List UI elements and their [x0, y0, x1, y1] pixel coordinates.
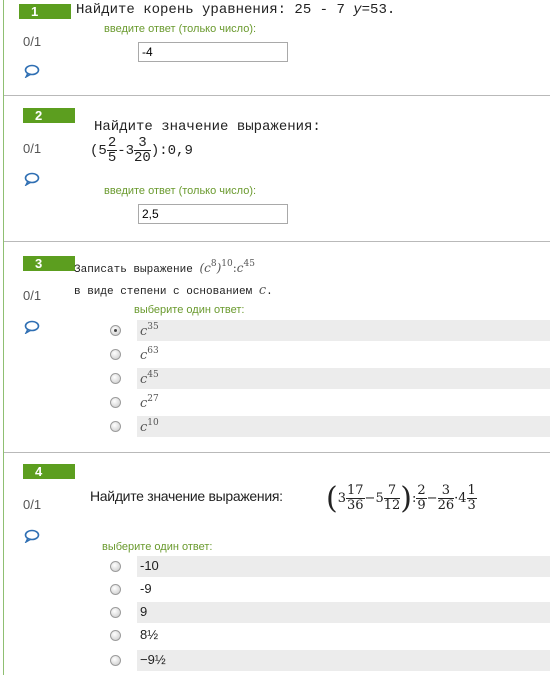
- speech-bubble-flag-icon[interactable]: [24, 64, 40, 78]
- question-2: [4, 96, 550, 242]
- answer-option[interactable]: -10: [107, 556, 550, 577]
- radio-button-icon[interactable]: [110, 584, 121, 595]
- expression: (5 $\frac{2}{5}$ -3 $\frac{3}{20}$ ):0,9: [90, 135, 193, 166]
- radio-button-icon[interactable]: [110, 561, 121, 572]
- score: 0/1: [23, 34, 42, 49]
- answer-option[interactable]: 9: [107, 602, 550, 623]
- radio-button-icon[interactable]: [110, 373, 121, 384]
- question-text: Найдите значение выражения:: [94, 119, 321, 135]
- answer-option[interactable]: $c^{45}$: [107, 368, 550, 389]
- answer-hint: введите ответ (только число):: [104, 185, 257, 197]
- radio-button-icon[interactable]: [110, 607, 121, 618]
- question-3: [4, 242, 550, 453]
- expression: (3 $\frac{17}{36}$ −5 $\frac{7}{12}$ ): $\frac{2}{9}$ − $\frac{3}{26}$ ·4 $\frac{1}{3}$: [326, 481, 476, 516]
- answer-option[interactable]: -9: [107, 579, 550, 600]
- radio-button-icon[interactable]: [110, 349, 121, 360]
- answer-input[interactable]: [138, 42, 288, 62]
- score: 0/1: [23, 288, 42, 303]
- answer-option[interactable]: $c^{27}$: [107, 392, 550, 413]
- radio-button-icon[interactable]: [110, 397, 121, 408]
- answer-hint: введите ответ (только число):: [104, 23, 257, 35]
- answer-option[interactable]: $c^{10}$: [107, 416, 550, 437]
- answer-option[interactable]: 8½: [107, 625, 550, 646]
- radio-button-icon[interactable]: [110, 630, 121, 641]
- question-number: 3: [23, 256, 75, 271]
- choice-hint: выберите один ответ:: [102, 541, 213, 553]
- speech-bubble-flag-icon[interactable]: [24, 172, 40, 186]
- score: 0/1: [23, 497, 42, 512]
- question-number: 4: [23, 464, 75, 479]
- score: 0/1: [23, 141, 42, 156]
- speech-bubble-flag-icon[interactable]: [24, 529, 40, 543]
- question-text-line2: в виде степени с основанием c.: [74, 283, 273, 298]
- question-number: 2: [23, 108, 75, 123]
- radio-button-icon[interactable]: [110, 421, 121, 432]
- speech-bubble-flag-icon[interactable]: [24, 320, 40, 334]
- radio-button-icon[interactable]: [110, 655, 121, 666]
- question-text: Записать выражение $(c^8)^{10}:c^{45}$: [74, 259, 255, 276]
- answer-option[interactable]: $c^{35}$: [107, 320, 550, 341]
- question-text: Найдите значение выражения:: [90, 488, 283, 504]
- question-number: 1: [19, 4, 71, 19]
- choice-hint: выберите один ответ:: [134, 304, 245, 316]
- answer-option[interactable]: −9½: [107, 650, 550, 671]
- question-4: [4, 453, 550, 675]
- answer-input[interactable]: [138, 204, 288, 224]
- question-text: Найдите корень уравнения: 25 - 7 y=53.: [76, 2, 396, 18]
- question-1: [4, 0, 550, 96]
- answer-option[interactable]: $c^{63}$: [107, 344, 550, 365]
- radio-button-icon[interactable]: [110, 325, 121, 336]
